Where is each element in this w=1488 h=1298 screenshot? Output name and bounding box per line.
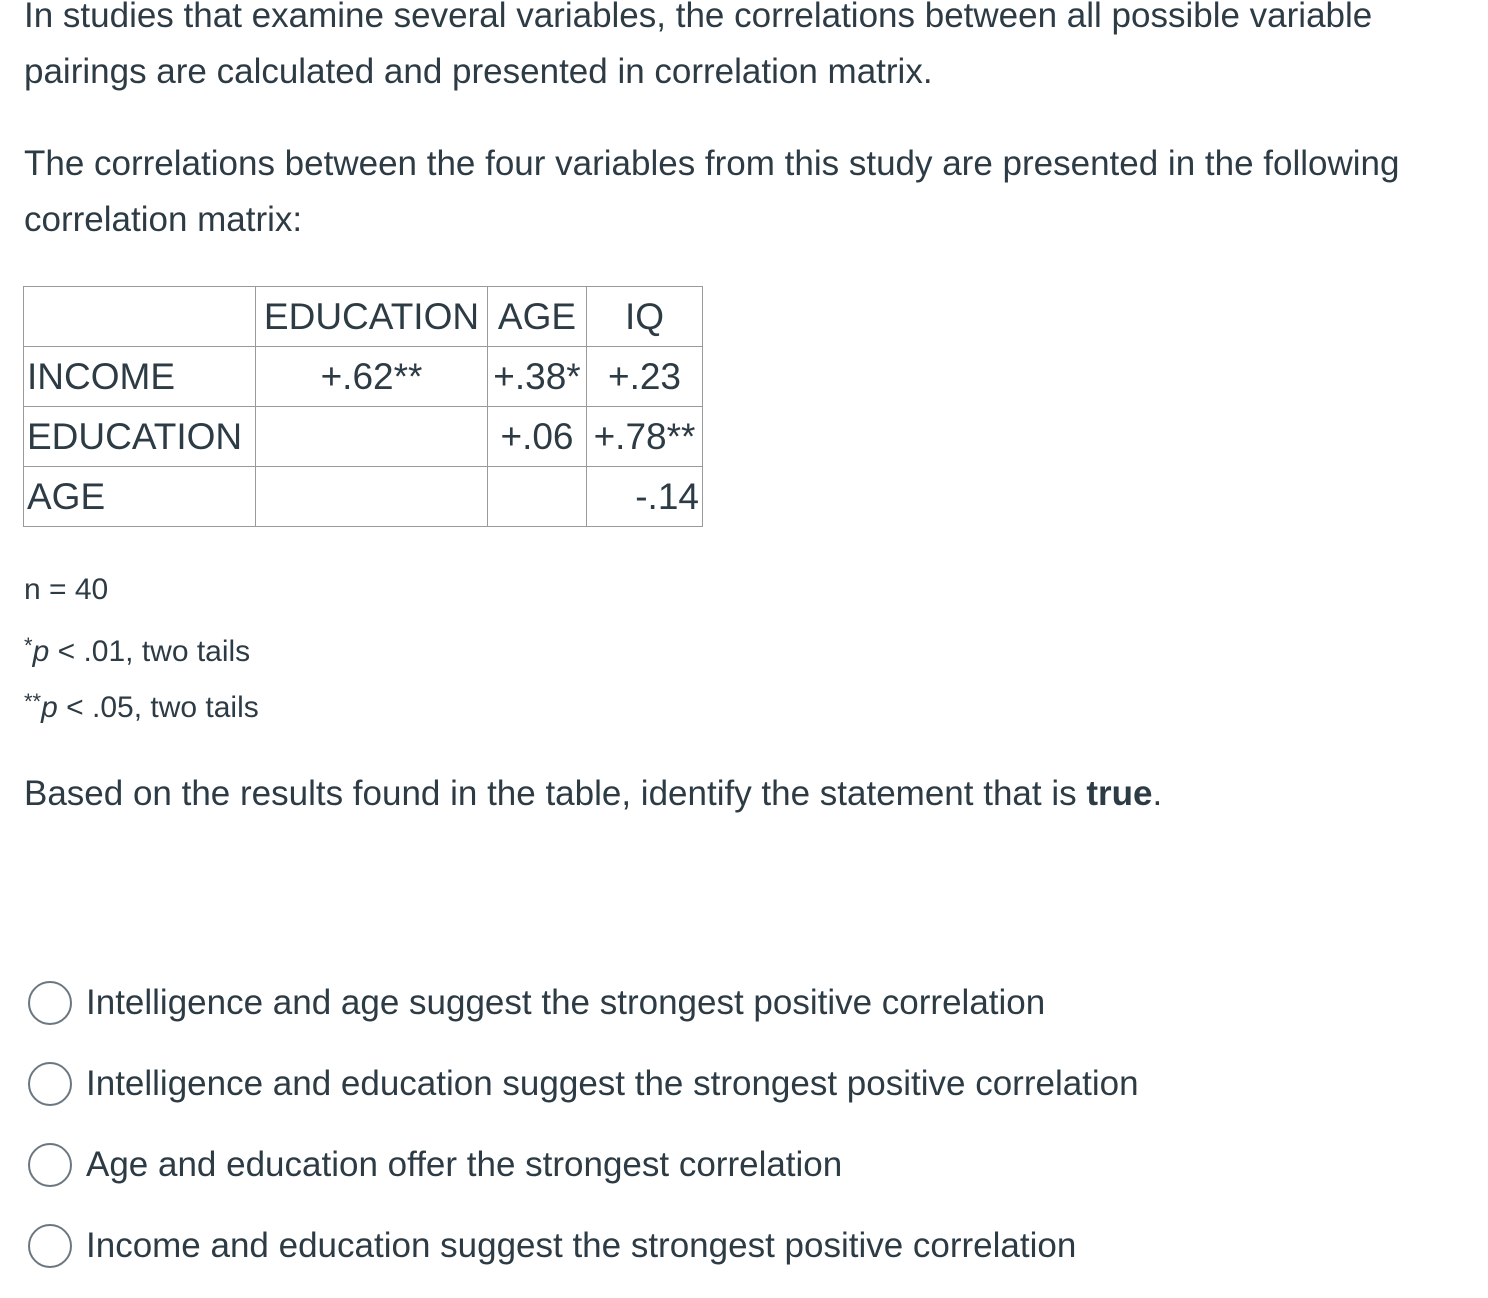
row-label-education: EDUCATION <box>24 407 256 467</box>
table-corner-cell <box>24 287 256 347</box>
note-p-variable: p <box>32 635 50 668</box>
column-header-iq: IQ <box>587 287 703 347</box>
row-label-age: AGE <box>24 467 256 527</box>
answer-option[interactable] <box>28 962 1139 1043</box>
intro-paragraph: In studies that examine several variables, the correlations between all possible variable pairings are calculated and presented in correlation matrix. <box>24 0 1373 91</box>
question-prompt <box>24 766 1464 822</box>
radio-button[interactable] <box>28 981 72 1025</box>
cell-age-education <box>256 467 488 527</box>
column-header-education: EDUCATION <box>256 287 488 347</box>
answer-option[interactable] <box>28 1205 1139 1286</box>
question-end: . <box>1152 774 1163 813</box>
table-row <box>24 407 703 467</box>
cell-age-iq: -.14 <box>587 467 703 527</box>
correlation-matrix-table <box>23 286 703 527</box>
cell-income-iq: +.23 <box>587 347 703 407</box>
question-emphasis: true <box>1086 774 1153 813</box>
answer-option[interactable] <box>28 1124 1139 1205</box>
table-row <box>24 467 703 527</box>
row-label-income: INCOME <box>24 347 256 407</box>
cell-education-education <box>256 407 488 467</box>
note-stars: ** <box>24 689 42 714</box>
cell-education-age: +.06 <box>488 407 587 467</box>
radio-button[interactable] <box>28 1224 72 1268</box>
significance-note-two-star <box>24 682 259 728</box>
cell-age-age <box>488 467 587 527</box>
significance-note-one-star <box>24 626 250 672</box>
column-header-age: AGE <box>488 287 587 347</box>
table-row <box>24 347 703 407</box>
answer-option-label: Income and education suggest the strongest positive correlation <box>86 1225 1077 1265</box>
radio-button[interactable] <box>28 1062 72 1106</box>
answer-option-label: Intelligence and education suggest the strongest positive correlation <box>86 1063 1139 1103</box>
note-p-variable: p <box>41 691 58 724</box>
question-text: Based on the results found in the table, identify the statement that is <box>24 774 1087 813</box>
note-text: < .01, two tails <box>49 635 251 668</box>
cell-income-age: +.38* <box>488 347 587 407</box>
note-text: < .05, two tails <box>57 691 259 724</box>
cell-education-iq: +.78** <box>587 407 703 467</box>
answer-option-label: Intelligence and age suggest the strongest positive correlation <box>86 982 1046 1022</box>
matrix-intro-paragraph: The correlations between the four variables from this study are presented in the following correlation matrix: <box>24 144 1400 239</box>
radio-button[interactable] <box>28 1143 72 1187</box>
table-header-row <box>24 287 703 347</box>
answer-option-label: Age and education offer the strongest correlation <box>86 1144 843 1184</box>
sample-size-note: n = 40 <box>24 573 109 606</box>
answer-options <box>28 962 1139 1286</box>
cell-income-education: +.62** <box>256 347 488 407</box>
answer-option[interactable] <box>28 1043 1139 1124</box>
note-stars: * <box>24 633 33 658</box>
